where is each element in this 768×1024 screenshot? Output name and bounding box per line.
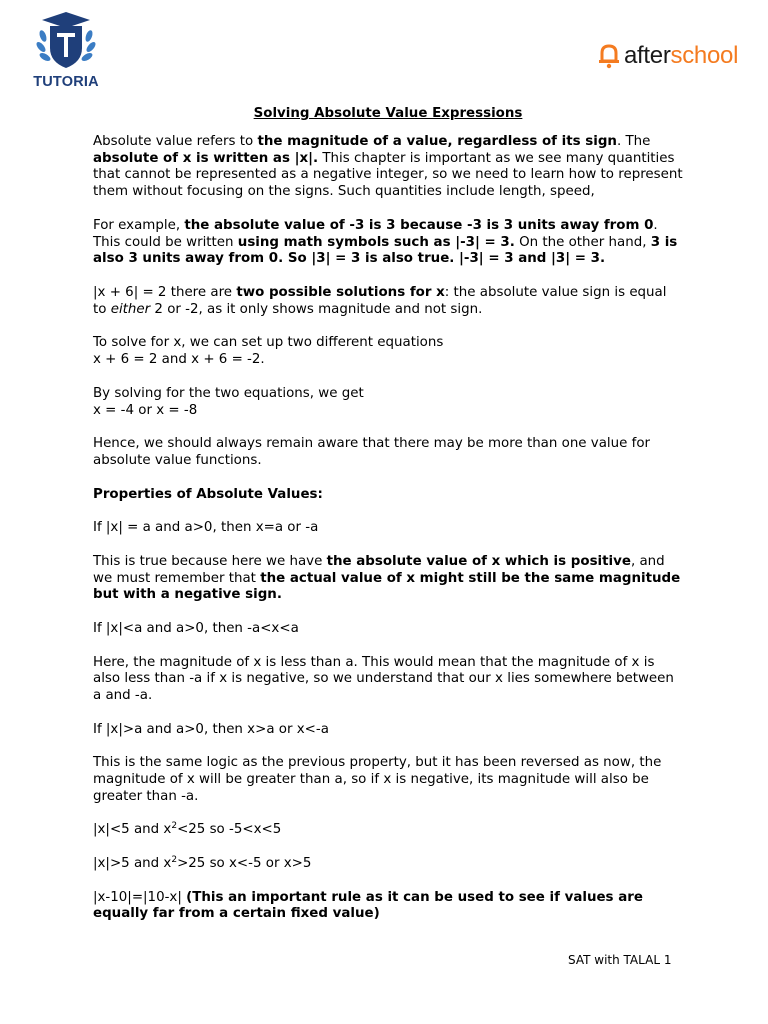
property-4: [93, 822, 683, 839]
bold-run: the actual value of x might still be the same magnitude but with a negative sign.: [93, 570, 681, 603]
paragraph-property-3-explanation: This is the same logic as the previous property, but it has been reversed as now, the magnitude of x will be greater than a, so if x is negative, its magnitude will also be greater than -a.: [93, 755, 662, 804]
paragraph-hence: Hence, we should always remain aware that there may be more than one value for absolute value functions.: [93, 436, 651, 468]
heading-text: Properties of Absolute Values:: [93, 486, 323, 502]
text-run: |x + 6| = 2 there are: [93, 284, 237, 300]
text-run: |x-10|=|10-x|: [93, 889, 187, 905]
text-line: To solve for x, we can set up two different equations: [93, 335, 444, 351]
document-body: [93, 106, 683, 940]
bold-run: the magnitude of a value, regardless of its sign: [257, 133, 617, 149]
property-5: [93, 856, 683, 873]
property-1: If |x| = a and a>0, then x=a or -a: [93, 520, 319, 536]
text-run: . The: [616, 133, 651, 149]
italic-run: either: [110, 301, 151, 317]
text-run: This is true because here we have: [93, 553, 327, 569]
text-run: 2 or -2, as it only shows magnitude and not sign.: [150, 301, 483, 317]
text-run: Absolute value refers to: [93, 133, 258, 149]
paragraph-solve-result: [93, 386, 683, 420]
text-run: <25 so -5<x<5: [177, 822, 282, 838]
paragraph-property-2-explanation: Here, the magnitude of x is less than a. This would mean that the magnitude of x is also less than -a if x is negative, so we understand that our x lies somewhere between a and -a.: [93, 654, 674, 704]
page-title: Solving Absolute Value Expressions: [253, 106, 523, 121]
bold-run: the absolute value of x which is positive: [326, 553, 631, 569]
paragraph-property-1-explanation: [93, 554, 683, 604]
text-run: : the absolute value sign is equal to: [93, 284, 667, 317]
tutoria-wordmark: TUTORIA: [33, 74, 99, 90]
text-run: >25 so x<-5 or x>5: [177, 856, 312, 872]
text-run: For example,: [93, 217, 185, 233]
paragraph-two-solutions: [93, 285, 683, 319]
text-run: This chapter is important as we see many quantities that cannot be represented as a negative integer, so we need to learn how to represent them without focusing on the signs. Such quantities include length, speed,: [93, 150, 683, 200]
text-run: . This could be written: [93, 217, 658, 250]
page-footer: SAT with TALAL 1: [568, 953, 672, 967]
bold-run: absolute of x is written as |x|.: [93, 150, 319, 166]
paragraph-intro: [93, 134, 683, 201]
property-2: If |x|<a and a>0, then -a<x<a: [93, 620, 299, 636]
afterschool-wordmark-school: school: [670, 42, 739, 69]
bold-run: the absolute value of -3 is 3 because -3 is 3 units away from 0: [184, 217, 654, 233]
text-run: , and we must remember that: [93, 553, 665, 586]
equation-line: x + 6 = 2 and x + 6 = -2.: [93, 352, 265, 368]
equation-line: x = -4 or x = -8: [93, 402, 198, 418]
paragraph-solve-setup: [93, 335, 683, 369]
afterschool-logo: [598, 40, 738, 72]
bold-run: (This an important rule as it can be used to see if values are equally far from a certain fixed value): [93, 889, 643, 922]
paragraph-example: [93, 218, 683, 268]
property-3: If |x|>a and a>0, then x>a or x<-a: [93, 721, 329, 737]
superscript: 2: [171, 821, 178, 832]
text-line: By solving for the two equations, we get: [93, 385, 364, 401]
text-run: |x|>5 and x: [93, 856, 172, 872]
text-run: On the other hand,: [514, 234, 651, 250]
bold-run: two possible solutions for x: [236, 284, 445, 300]
afterschool-wordmark-after: after: [624, 42, 671, 69]
section-heading-properties: [93, 487, 683, 504]
bell-icon: [598, 43, 620, 69]
tutoria-logo: [26, 10, 106, 94]
text-run: |x|<5 and x: [93, 822, 172, 838]
graduation-shield-icon: [34, 10, 98, 72]
superscript: 2: [171, 855, 178, 866]
bold-run: using math symbols such as |-3| = 3.: [237, 234, 515, 250]
bold-run: 3 is also 3 units away from 0. So |3| = 3 is also true. |-3| = 3 and |3| = 3.: [93, 234, 678, 267]
property-6: [93, 890, 683, 924]
